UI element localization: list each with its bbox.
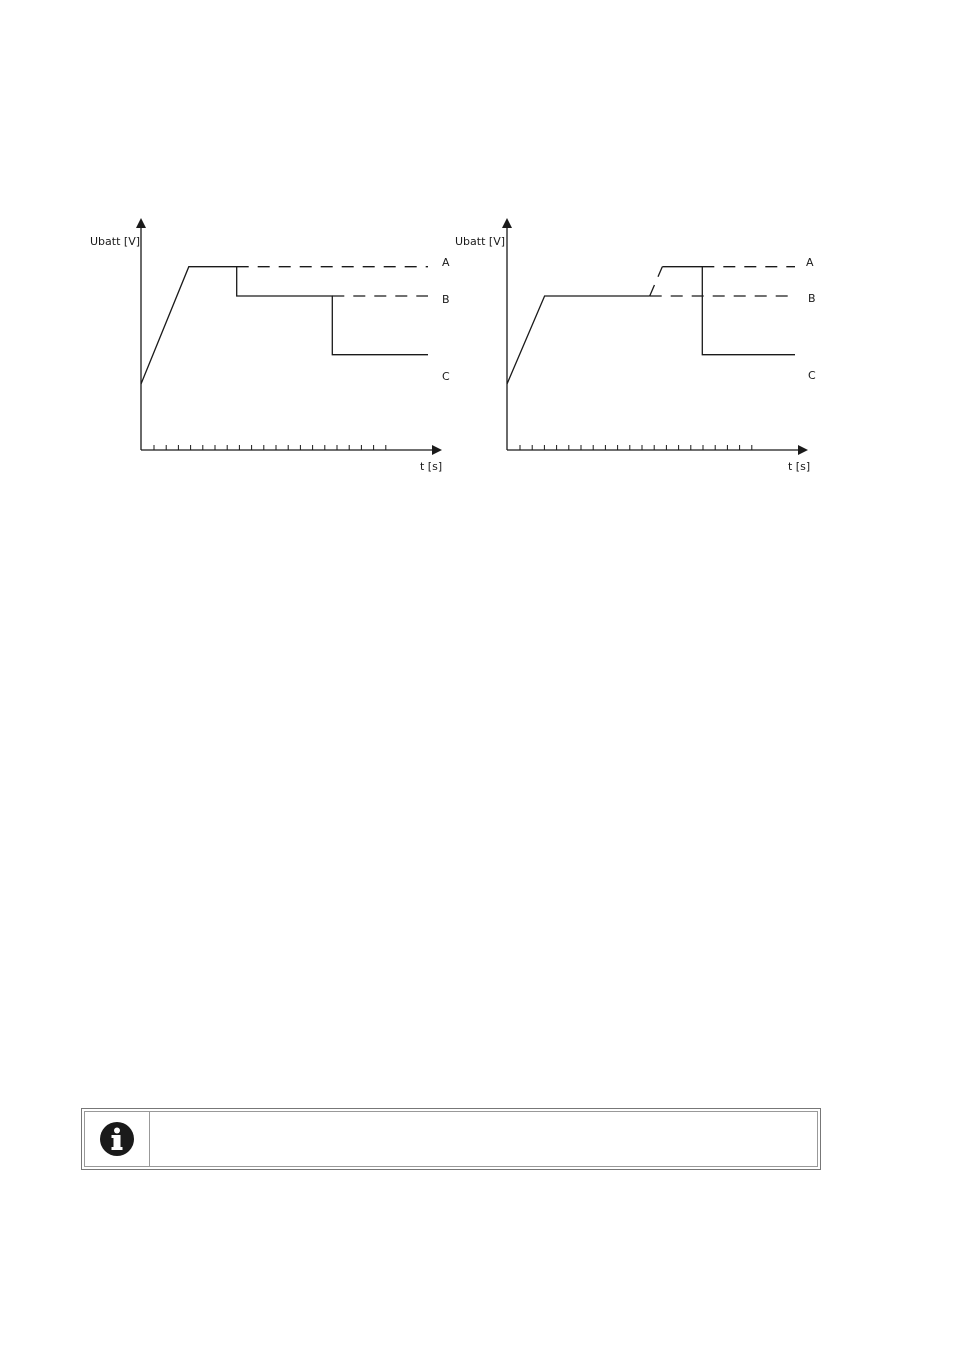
voltage-curve xyxy=(141,267,428,384)
x-axis-label: t [s] xyxy=(420,460,443,473)
info-icon xyxy=(99,1121,135,1157)
x-axis-label: t [s] xyxy=(788,460,811,473)
info-icon-cell xyxy=(85,1112,150,1166)
level-label-c: C xyxy=(808,369,816,382)
level-label-a: A xyxy=(442,256,450,269)
info-note-inner xyxy=(84,1111,818,1167)
dashed-level-line xyxy=(650,267,663,296)
y-axis-label: Ubatt [V] xyxy=(90,235,141,248)
level-label-c: C xyxy=(442,370,450,383)
diagrams xyxy=(0,0,954,520)
voltage-diagram-right xyxy=(455,223,816,473)
voltage-diagram-left xyxy=(90,223,450,473)
y-axis-label: Ubatt [V] xyxy=(455,235,506,248)
level-label-b: B xyxy=(808,292,816,305)
level-label-b: B xyxy=(442,293,450,306)
voltage-curve xyxy=(662,267,795,355)
info-text-cell xyxy=(151,1112,817,1166)
level-label-a: A xyxy=(806,256,814,269)
info-note-box xyxy=(81,1108,821,1170)
voltage-curve xyxy=(507,296,650,384)
